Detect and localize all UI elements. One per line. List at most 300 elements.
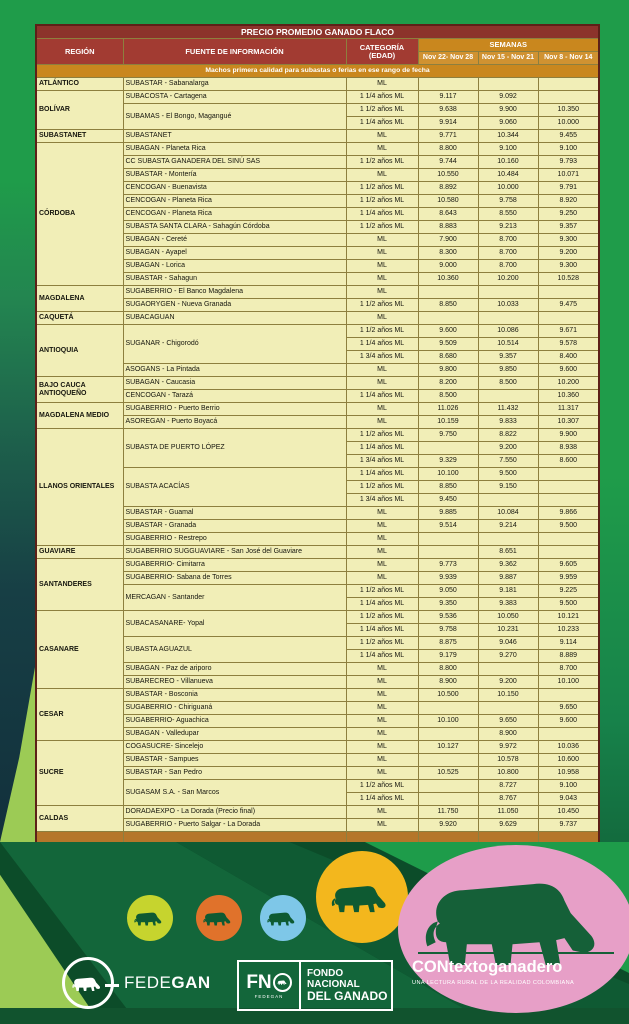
category-cell: 1 1/2 años ML bbox=[346, 104, 418, 117]
category-cell: 1 1/2 años ML bbox=[346, 585, 418, 598]
price-cell: 10.159 bbox=[418, 416, 478, 429]
cow-icon bbox=[202, 908, 235, 928]
category-cell: 1 1/2 años ML bbox=[346, 481, 418, 494]
table-row bbox=[36, 806, 599, 819]
source-cell: ASOGANS - La Pintada bbox=[123, 364, 346, 377]
category-cell: ML bbox=[346, 286, 418, 299]
category-cell: ML bbox=[346, 273, 418, 286]
price-cell: 8.900 bbox=[478, 728, 538, 741]
category-cell: ML bbox=[346, 715, 418, 728]
source-cell: SUGABERRIO- Cimitarra bbox=[123, 559, 346, 572]
source-cell: SUGABERRIO - Restrepo bbox=[123, 533, 346, 546]
source-cell: SUBASTA SANTA CLARA - Sahagún Córdoba bbox=[123, 221, 346, 234]
source-cell: CENCOGAN - Tarazá bbox=[123, 390, 346, 403]
category-cell: 1 1/4 años ML bbox=[346, 598, 418, 611]
price-cell: 8.920 bbox=[538, 195, 599, 208]
price-cell: 10.050 bbox=[478, 611, 538, 624]
region-cell: BOLÍVAR bbox=[36, 91, 123, 130]
region-cell: MAGDALENA MEDIO bbox=[36, 403, 123, 429]
category-cell: ML bbox=[346, 702, 418, 715]
price-cell: 9.179 bbox=[418, 650, 478, 663]
price-cell bbox=[418, 793, 478, 806]
price-cell: 8.643 bbox=[418, 208, 478, 221]
price-cell: 10.000 bbox=[538, 117, 599, 130]
category-cell: ML bbox=[346, 819, 418, 832]
price-cell: 8.300 bbox=[418, 247, 478, 260]
column-header-semanas: SEMANAS bbox=[418, 39, 599, 52]
category-cell: ML bbox=[346, 689, 418, 702]
price-cell bbox=[418, 728, 478, 741]
price-cell: 8.700 bbox=[478, 247, 538, 260]
price-cell: 9.900 bbox=[478, 104, 538, 117]
category-cell: ML bbox=[346, 676, 418, 689]
price-cell: 9.750 bbox=[418, 429, 478, 442]
price-cell bbox=[418, 312, 478, 325]
price-cell: 8.850 bbox=[418, 481, 478, 494]
source-cell: DORADAEXPO - La Dorada (Precio final) bbox=[123, 806, 346, 819]
week-header-1: Nov 22- Nov 28 bbox=[418, 52, 478, 65]
source-cell: SUBASTAR - Sampues bbox=[123, 754, 346, 767]
source-cell: SUBASTAR - Sabanalarga bbox=[123, 78, 346, 91]
price-cell: 9.758 bbox=[478, 195, 538, 208]
price-cell: 9.850 bbox=[478, 364, 538, 377]
column-header-region: REGIÓN bbox=[36, 39, 123, 65]
price-cell: 8.875 bbox=[418, 637, 478, 650]
price-cell: 9.300 bbox=[538, 234, 599, 247]
price-cell: 8.680 bbox=[418, 351, 478, 364]
price-cell: 9.758 bbox=[418, 624, 478, 637]
price-cell: 8.822 bbox=[478, 429, 538, 442]
price-cell bbox=[538, 78, 599, 91]
quality-band: Machos primera calidad para subastas o ferias en ese rango de fecha bbox=[36, 65, 599, 78]
region-cell: CALDAS bbox=[36, 806, 123, 832]
price-cell: 9.200 bbox=[538, 247, 599, 260]
column-header-fuente: FUENTE DE INFORMACIÓN bbox=[123, 39, 346, 65]
source-cell: SUBAGAN - Caucasia bbox=[123, 377, 346, 390]
category-cell: 1 1/2 años ML bbox=[346, 195, 418, 208]
price-cell: 9.350 bbox=[418, 598, 478, 611]
source-cell: SUGASAM S.A. - San Marcos bbox=[123, 780, 346, 806]
category-cell: 1 1/4 años ML bbox=[346, 442, 418, 455]
price-cell: 8.889 bbox=[538, 650, 599, 663]
category-cell: ML bbox=[346, 416, 418, 429]
price-cell: 10.360 bbox=[538, 390, 599, 403]
source-cell: CC SUBASTA GANADERA DEL SINÚ SAS bbox=[123, 156, 346, 169]
region-cell: ANTIOQUIA bbox=[36, 325, 123, 377]
category-cell: 1 1/2 años ML bbox=[346, 221, 418, 234]
fng-name-block bbox=[301, 962, 391, 1009]
region-cell: LLANOS ORIENTALES bbox=[36, 429, 123, 546]
table-row bbox=[36, 741, 599, 754]
price-cell bbox=[478, 533, 538, 546]
price-cell: 9.773 bbox=[418, 559, 478, 572]
price-cell: 9.300 bbox=[538, 260, 599, 273]
price-cell: 10.550 bbox=[418, 169, 478, 182]
contexto-tagline: UNA LECTURA RURAL DE LA REALIDAD COLOMBIANA bbox=[412, 980, 575, 986]
price-cell: 9.744 bbox=[418, 156, 478, 169]
contextoganadero-logo bbox=[412, 958, 622, 986]
price-cell: 10.231 bbox=[478, 624, 538, 637]
source-cell: SUBASTAR - Granada bbox=[123, 520, 346, 533]
price-cell bbox=[478, 663, 538, 676]
price-cell bbox=[418, 546, 478, 559]
source-cell: SUGABERRIO - Puerto Salgar - La Dorada bbox=[123, 819, 346, 832]
source-cell: SUGABERRIO - Puerto Berrio bbox=[123, 403, 346, 416]
table-row bbox=[36, 325, 599, 338]
price-cell: 10.360 bbox=[418, 273, 478, 286]
price-cell: 10.600 bbox=[538, 754, 599, 767]
source-cell: SUGABERRIO - El Banco Magdalena bbox=[123, 286, 346, 299]
category-cell: ML bbox=[346, 559, 418, 572]
price-cell bbox=[418, 754, 478, 767]
category-cell: 1 1/4 años ML bbox=[346, 338, 418, 351]
category-cell: ML bbox=[346, 507, 418, 520]
price-cell: 10.084 bbox=[478, 507, 538, 520]
category-cell: 1 1/4 años ML bbox=[346, 793, 418, 806]
source-cell: SUBAGAN - Planeta Rica bbox=[123, 143, 346, 156]
table-row bbox=[36, 286, 599, 299]
category-cell: 1 1/2 años ML bbox=[346, 637, 418, 650]
price-cell: 9.357 bbox=[538, 221, 599, 234]
region-cell: ATLÁNTICO bbox=[36, 78, 123, 91]
price-cell: 11.750 bbox=[418, 806, 478, 819]
fng-line1: FONDO NACIONAL bbox=[307, 967, 360, 990]
price-cell: 8.700 bbox=[478, 234, 538, 247]
price-cell: 9.200 bbox=[478, 676, 538, 689]
fng-cow-circle-icon bbox=[273, 973, 292, 992]
category-cell: ML bbox=[346, 260, 418, 273]
fng-abbr-block bbox=[239, 962, 301, 1009]
price-cell: 11.050 bbox=[478, 806, 538, 819]
source-cell: SUBASTA AGUAZUL bbox=[123, 637, 346, 663]
region-cell: CESAR bbox=[36, 689, 123, 741]
source-cell: SUBACOSTA - Cartagena bbox=[123, 91, 346, 104]
price-cell: 9.214 bbox=[478, 520, 538, 533]
fedegan-wordmark: FEDEGAN bbox=[124, 973, 211, 992]
price-cell: 9.920 bbox=[418, 819, 478, 832]
price-cell: 11.432 bbox=[478, 403, 538, 416]
price-cell: 8.800 bbox=[418, 143, 478, 156]
price-cell: 8.500 bbox=[418, 390, 478, 403]
region-cell: CAQUETÁ bbox=[36, 312, 123, 325]
table-row bbox=[36, 546, 599, 559]
category-cell: ML bbox=[346, 728, 418, 741]
category-cell: 1 3/4 años ML bbox=[346, 455, 418, 468]
price-cell: 9.650 bbox=[478, 715, 538, 728]
cow-circle-lime bbox=[127, 895, 173, 941]
price-cell: 9.972 bbox=[478, 741, 538, 754]
price-cell: 9.536 bbox=[418, 611, 478, 624]
price-cell: 9.250 bbox=[538, 208, 599, 221]
category-cell: 1 1/4 años ML bbox=[346, 208, 418, 221]
price-cell: 8.400 bbox=[538, 351, 599, 364]
source-cell: SUBASTA DE PUERTO LÓPEZ bbox=[123, 429, 346, 468]
price-table-body bbox=[36, 78, 599, 845]
source-cell: SUBASTA ACACÍAS bbox=[123, 468, 346, 507]
source-cell: SUBACAGUAN bbox=[123, 312, 346, 325]
price-cell bbox=[418, 533, 478, 546]
price-cell: 10.127 bbox=[418, 741, 478, 754]
category-cell: 1 1/4 años ML bbox=[346, 117, 418, 130]
price-cell: 9.329 bbox=[418, 455, 478, 468]
category-cell: ML bbox=[346, 377, 418, 390]
source-cell: SUBASTANET bbox=[123, 130, 346, 143]
price-cell: 9.000 bbox=[418, 260, 478, 273]
price-cell: 9.060 bbox=[478, 117, 538, 130]
category-cell: 1 1/4 años ML bbox=[346, 390, 418, 403]
source-cell: SUBACASANARE- Yopal bbox=[123, 611, 346, 637]
category-cell: ML bbox=[346, 767, 418, 780]
price-cell: 9.043 bbox=[538, 793, 599, 806]
price-cell: 10.100 bbox=[418, 468, 478, 481]
category-cell: ML bbox=[346, 312, 418, 325]
price-cell: 9.900 bbox=[538, 429, 599, 442]
price-cell: 9.914 bbox=[418, 117, 478, 130]
category-cell: 1 1/4 años ML bbox=[346, 650, 418, 663]
price-cell: 10.350 bbox=[538, 104, 599, 117]
table-row bbox=[36, 143, 599, 156]
price-cell: 9.638 bbox=[418, 104, 478, 117]
price-cell: 10.800 bbox=[478, 767, 538, 780]
price-cell: 8.900 bbox=[418, 676, 478, 689]
price-cell: 9.509 bbox=[418, 338, 478, 351]
category-cell: ML bbox=[346, 130, 418, 143]
table-row bbox=[36, 91, 599, 104]
price-cell: 9.650 bbox=[538, 702, 599, 715]
price-cell: 10.344 bbox=[478, 130, 538, 143]
category-cell: ML bbox=[346, 403, 418, 416]
price-cell bbox=[418, 780, 478, 793]
price-cell: 8.892 bbox=[418, 182, 478, 195]
price-cell: 10.233 bbox=[538, 624, 599, 637]
price-cell bbox=[418, 78, 478, 91]
price-cell: 10.200 bbox=[478, 273, 538, 286]
price-cell: 9.117 bbox=[418, 91, 478, 104]
price-cell: 7.550 bbox=[478, 455, 538, 468]
cow-circle-orange bbox=[196, 895, 242, 941]
source-cell: SUBAGAN - Valledupar bbox=[123, 728, 346, 741]
category-cell: ML bbox=[346, 533, 418, 546]
table-row bbox=[36, 403, 599, 416]
price-cell: 10.580 bbox=[418, 195, 478, 208]
region-cell: SANTANDERES bbox=[36, 559, 123, 611]
fedegan-cow-ring-icon bbox=[62, 957, 114, 1009]
price-cell bbox=[478, 494, 538, 507]
category-cell: 1 1/2 años ML bbox=[346, 429, 418, 442]
category-cell: ML bbox=[346, 234, 418, 247]
price-cell: 8.883 bbox=[418, 221, 478, 234]
category-cell: 1 1/2 años ML bbox=[346, 156, 418, 169]
price-cell: 10.150 bbox=[478, 689, 538, 702]
price-cell bbox=[538, 468, 599, 481]
price-cell: 9.362 bbox=[478, 559, 538, 572]
source-cell: MERCAGAN - Santander bbox=[123, 585, 346, 611]
category-cell: ML bbox=[346, 143, 418, 156]
price-cell: 9.500 bbox=[538, 520, 599, 533]
source-cell: SUBAGAN - Lorica bbox=[123, 260, 346, 273]
price-cell: 9.181 bbox=[478, 585, 538, 598]
price-cell bbox=[478, 702, 538, 715]
price-cell: 10.500 bbox=[418, 689, 478, 702]
price-cell: 10.958 bbox=[538, 767, 599, 780]
table-row bbox=[36, 559, 599, 572]
price-cell: 10.121 bbox=[538, 611, 599, 624]
table-row bbox=[36, 130, 599, 143]
cow-icon bbox=[329, 877, 395, 917]
price-cell: 9.092 bbox=[478, 91, 538, 104]
price-cell: 9.771 bbox=[418, 130, 478, 143]
price-cell: 9.959 bbox=[538, 572, 599, 585]
price-cell: 8.850 bbox=[418, 299, 478, 312]
price-cell bbox=[538, 481, 599, 494]
category-cell: ML bbox=[346, 754, 418, 767]
source-cell: CENCOGAN - Buenavista bbox=[123, 182, 346, 195]
price-cell bbox=[418, 702, 478, 715]
price-cell: 9.800 bbox=[418, 364, 478, 377]
price-cell: 9.200 bbox=[478, 442, 538, 455]
price-cell: 9.100 bbox=[538, 780, 599, 793]
price-cell: 7.900 bbox=[418, 234, 478, 247]
price-cell: 10.484 bbox=[478, 169, 538, 182]
price-cell: 9.629 bbox=[478, 819, 538, 832]
price-cell bbox=[418, 442, 478, 455]
week-header-3: Nov 8 - Nov 14 bbox=[538, 52, 599, 65]
cow-icon bbox=[133, 908, 166, 928]
source-cell: SUBAGAN - Ayapel bbox=[123, 247, 346, 260]
price-cell: 10.071 bbox=[538, 169, 599, 182]
category-cell: ML bbox=[346, 169, 418, 182]
price-cell: 9.887 bbox=[478, 572, 538, 585]
price-cell: 9.100 bbox=[478, 143, 538, 156]
price-cell: 10.514 bbox=[478, 338, 538, 351]
price-cell bbox=[538, 533, 599, 546]
source-cell: SUGABERRIO- Aguachica bbox=[123, 715, 346, 728]
category-cell: ML bbox=[346, 546, 418, 559]
price-cell: 10.200 bbox=[538, 377, 599, 390]
table-row bbox=[36, 429, 599, 442]
price-cell: 10.100 bbox=[538, 676, 599, 689]
cow-icon bbox=[266, 908, 299, 928]
ground-line bbox=[418, 952, 614, 954]
source-cell: SUGABERRIO- Sabana de Torres bbox=[123, 572, 346, 585]
fng-abbr: FN bbox=[246, 971, 272, 993]
source-cell: ASOREGAN - Puerto Boyacá bbox=[123, 416, 346, 429]
price-cell: 9.500 bbox=[538, 598, 599, 611]
category-cell: ML bbox=[346, 364, 418, 377]
price-cell: 9.450 bbox=[418, 494, 478, 507]
price-cell: 10.525 bbox=[418, 767, 478, 780]
region-cell: MAGDALENA bbox=[36, 286, 123, 312]
price-cell: 10.578 bbox=[478, 754, 538, 767]
cow-circle-blue bbox=[260, 895, 306, 941]
price-cell bbox=[538, 728, 599, 741]
category-cell: ML bbox=[346, 663, 418, 676]
price-cell: 9.793 bbox=[538, 156, 599, 169]
category-cell: ML bbox=[346, 806, 418, 819]
price-cell: 9.939 bbox=[418, 572, 478, 585]
table-row bbox=[36, 78, 599, 91]
table-header bbox=[36, 25, 599, 78]
source-cell: SUGABERRIO SUGGUAVIARE - San José del Guaviare bbox=[123, 546, 346, 559]
fng-line2: DEL GANADO bbox=[307, 988, 388, 1003]
source-cell: CENCOGAN - Planeta Rica bbox=[123, 208, 346, 221]
price-cell: 11.317 bbox=[538, 403, 599, 416]
week-header-2: Nov 15 - Nov 21 bbox=[478, 52, 538, 65]
price-cell bbox=[538, 91, 599, 104]
cow-circle-yellow bbox=[316, 851, 408, 943]
price-cell bbox=[478, 78, 538, 91]
table-row bbox=[36, 312, 599, 325]
category-cell: ML bbox=[346, 741, 418, 754]
region-cell: CÓRDOBA bbox=[36, 143, 123, 286]
category-cell: ML bbox=[346, 78, 418, 91]
price-cell: 8.200 bbox=[418, 377, 478, 390]
column-header-categoria: CATEGORÍA (EDAD) bbox=[346, 39, 418, 65]
source-cell: SUBAGAN - Cereté bbox=[123, 234, 346, 247]
price-cell: 8.727 bbox=[478, 780, 538, 793]
price-cell: 10.528 bbox=[538, 273, 599, 286]
price-cell: 10.100 bbox=[418, 715, 478, 728]
price-cell: 9.150 bbox=[478, 481, 538, 494]
category-cell: 1 1/4 años ML bbox=[346, 468, 418, 481]
price-cell: 10.160 bbox=[478, 156, 538, 169]
price-cell: 10.086 bbox=[478, 325, 538, 338]
source-cell: SUBASTAR - Bosconia bbox=[123, 689, 346, 702]
price-cell: 8.651 bbox=[478, 546, 538, 559]
price-cell: 9.213 bbox=[478, 221, 538, 234]
price-cell: 10.036 bbox=[538, 741, 599, 754]
price-cell bbox=[478, 390, 538, 403]
price-cell: 8.700 bbox=[538, 663, 599, 676]
category-cell: 1 1/2 años ML bbox=[346, 325, 418, 338]
price-cell: 8.600 bbox=[538, 455, 599, 468]
price-cell: 9.114 bbox=[538, 637, 599, 650]
category-cell: 1 1/2 años ML bbox=[346, 780, 418, 793]
category-cell: 1 1/2 años ML bbox=[346, 299, 418, 312]
category-cell: ML bbox=[346, 247, 418, 260]
price-cell: 9.225 bbox=[538, 585, 599, 598]
price-cell: 8.800 bbox=[418, 663, 478, 676]
category-cell: 1 1/2 años ML bbox=[346, 182, 418, 195]
cow-icon bbox=[71, 973, 105, 993]
source-cell: SUBASTAR - Montería bbox=[123, 169, 346, 182]
price-cell: 10.450 bbox=[538, 806, 599, 819]
source-cell: COGASUCRE- Sincelejo bbox=[123, 741, 346, 754]
price-cell: 10.307 bbox=[538, 416, 599, 429]
price-cell: 9.885 bbox=[418, 507, 478, 520]
category-cell: 1 1/4 años ML bbox=[346, 624, 418, 637]
price-cell: 10.033 bbox=[478, 299, 538, 312]
source-cell: SUGABERRIO - Chiriguaná bbox=[123, 702, 346, 715]
price-cell bbox=[478, 312, 538, 325]
price-cell: 9.100 bbox=[538, 143, 599, 156]
price-cell: 9.866 bbox=[538, 507, 599, 520]
region-cell: SUCRE bbox=[36, 741, 123, 806]
right-background-band bbox=[598, 24, 629, 842]
source-cell: SUGANAR - Chigorodó bbox=[123, 325, 346, 364]
category-cell: ML bbox=[346, 572, 418, 585]
category-cell: ML bbox=[346, 520, 418, 533]
price-cell: 9.600 bbox=[538, 364, 599, 377]
price-cell: 10.000 bbox=[478, 182, 538, 195]
source-cell: SUGAORYGEN - Nueva Granada bbox=[123, 299, 346, 312]
price-cell bbox=[418, 286, 478, 299]
price-cell: 9.791 bbox=[538, 182, 599, 195]
region-cell: GUAVIARE bbox=[36, 546, 123, 559]
source-cell: SUBARECREO - Villanueva bbox=[123, 676, 346, 689]
price-cell: 9.500 bbox=[478, 468, 538, 481]
table-row bbox=[36, 611, 599, 624]
